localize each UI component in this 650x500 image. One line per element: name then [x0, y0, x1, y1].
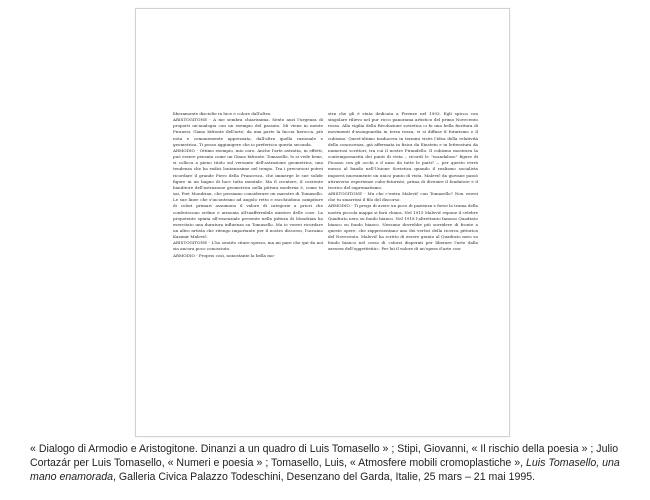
- paragraph: stra che gli è stata dedicata a Firenze nel 1993. Egli spicca con singolare rilievo nel pur ricco panorama artistico del primo Novecento russo. Alla vigilia della Rivoluzione sovietica ci fu una bella fioritura di movimenti d'avanguardia in terra russa; vi si diffuse il futurismo e il cubismo. Quest'ultimo traduceva in termini visivi l'idea della relatività della conoscenza, già affermata in fisica da Einstein e in letteratura da numerosi scrittori, tra cui il nostro Pirandello. Il cubismo mostrava la contemporaneità dei punti di vista – ricordi le "scandalose" figure di Picasso con gli occhi e il naso da tutte le parti? –, per questo verrà messo al bando nell'Unione Sovietica quando il realismo socialista imporrà nuovamente un unico punto di vista. Malevič da giovane passò attraverso esperienze cubo-futuriste, prima di divenire il fondatore e il teorico del suprematismo.: [328, 111, 478, 190]
- caption-text-end: , Galleria Civica Palazzo Todeschini, Desenzano del Garda, Italie, 25 mars – 21 mai 1995.: [113, 470, 536, 483]
- paragraph: ARISTOGITONE - A me sembra chiarissima. Sento anzi l'urgenza di proporti un'analogia con un esempio del passato. Mi viene in mente Piranesi, Giano bifronte dell'arte; da una parte la faccia barocca, più nota e comunemente apprezzata, dall'altra quella razionale e geometrica. Ti posso aggiungere che io preferisco questa seconda.: [173, 117, 323, 147]
- paragraph: ARISTOGITONE - Ma che c'entra Malevič con Tomasello? Non vorrei che tu smarrissi il filo del discorso.: [328, 191, 478, 203]
- image-caption: [30, 443, 630, 484]
- right-text-column: [328, 111, 478, 431]
- paragraph: liberamente disciolte in luce e colore dall'altra.: [173, 111, 272, 116]
- document-page: [135, 8, 510, 437]
- paragraph: ARISTOGITONE - L'ho sentito citare spesso, ma mi pare che qui da noi sia ancora poco conosciuto.: [173, 240, 323, 252]
- paragraph: ARMODIO - Proprio così, nonostante la bella mo-: [173, 252, 276, 258]
- caption-text: « Dialogo di Armodio e Aristogitone. Dinanzi a un quadro di Luis Tomasello » ; Stipi, Giovanni, « Il rischio della poesia » ; Julio Cortazár per Luis Tomasello, « Numeri e poesia » ; Tomasello, Luis, « Atmosfere mobili cromoplastiche »,: [30, 443, 619, 469]
- paragraph: ARMODIO - Ottimo esempio, mio caro. Anche l'arte astratta, in effetti, può essere pensata come un Giano bifronte. Tomasello, lo si vede bene, si colloca a pieno titolo sul versante dell'astrazione geometrica, una tendenza che ha radici lontanissime nel tempo. Tra i precursori potrei ricordare il grande Piero della Francesca, che immerge le sue solide figure in un bagno di luce tutta mentale. Ma il creatore, il coerente banditore dell'astrazione geometrica nella pittura moderna è, come tu sai, Piet Mondrian, che possiamo considerare un maestro di Tomasello. Le sue linee che s'incontrano ad angolo retto e racchiudono campiture di colori primari assumono il valore di categorie a priori che conferiscono ordine e armonia all'inafferrabile mistero delle cose. La prepotente spinta all'essenziale presente nella pittura di Mondrian ha esercitato una duratura influenza su Tomasello. Ma io vorrei ricordare un altro artista che ritengo importante per il nostro discorso, l'ucraino Kazimir Malevič.: [173, 147, 323, 240]
- paragraph: ARMODIO - Ti prego di avere un poco di pazienza e forse la trama della nostra piccola mappa si farà chiara. Nel 1915 Malevič espone il celebre Quadrato nero su fondo bianco. Nel 1918 l'altrettanto famoso Quadrato bianco su fondo bianco. Nessuno dovrebbe più sorridere di fronte a queste opere, che rappresentano uno dei vertici della ricerca pittorica del Novecento. Malevič ha scritto di essere giunto al Quadrato nero su fondo bianco nel corso di «sforzi disperati per liberare l'arte dalla zavorra dell'oggettività». Per lui il valore di un'opera d'arte con-: [328, 203, 478, 252]
- caption-italic-title: Luis Tomasello, una mano enamorada: [30, 456, 620, 483]
- left-text-column: [173, 111, 323, 431]
